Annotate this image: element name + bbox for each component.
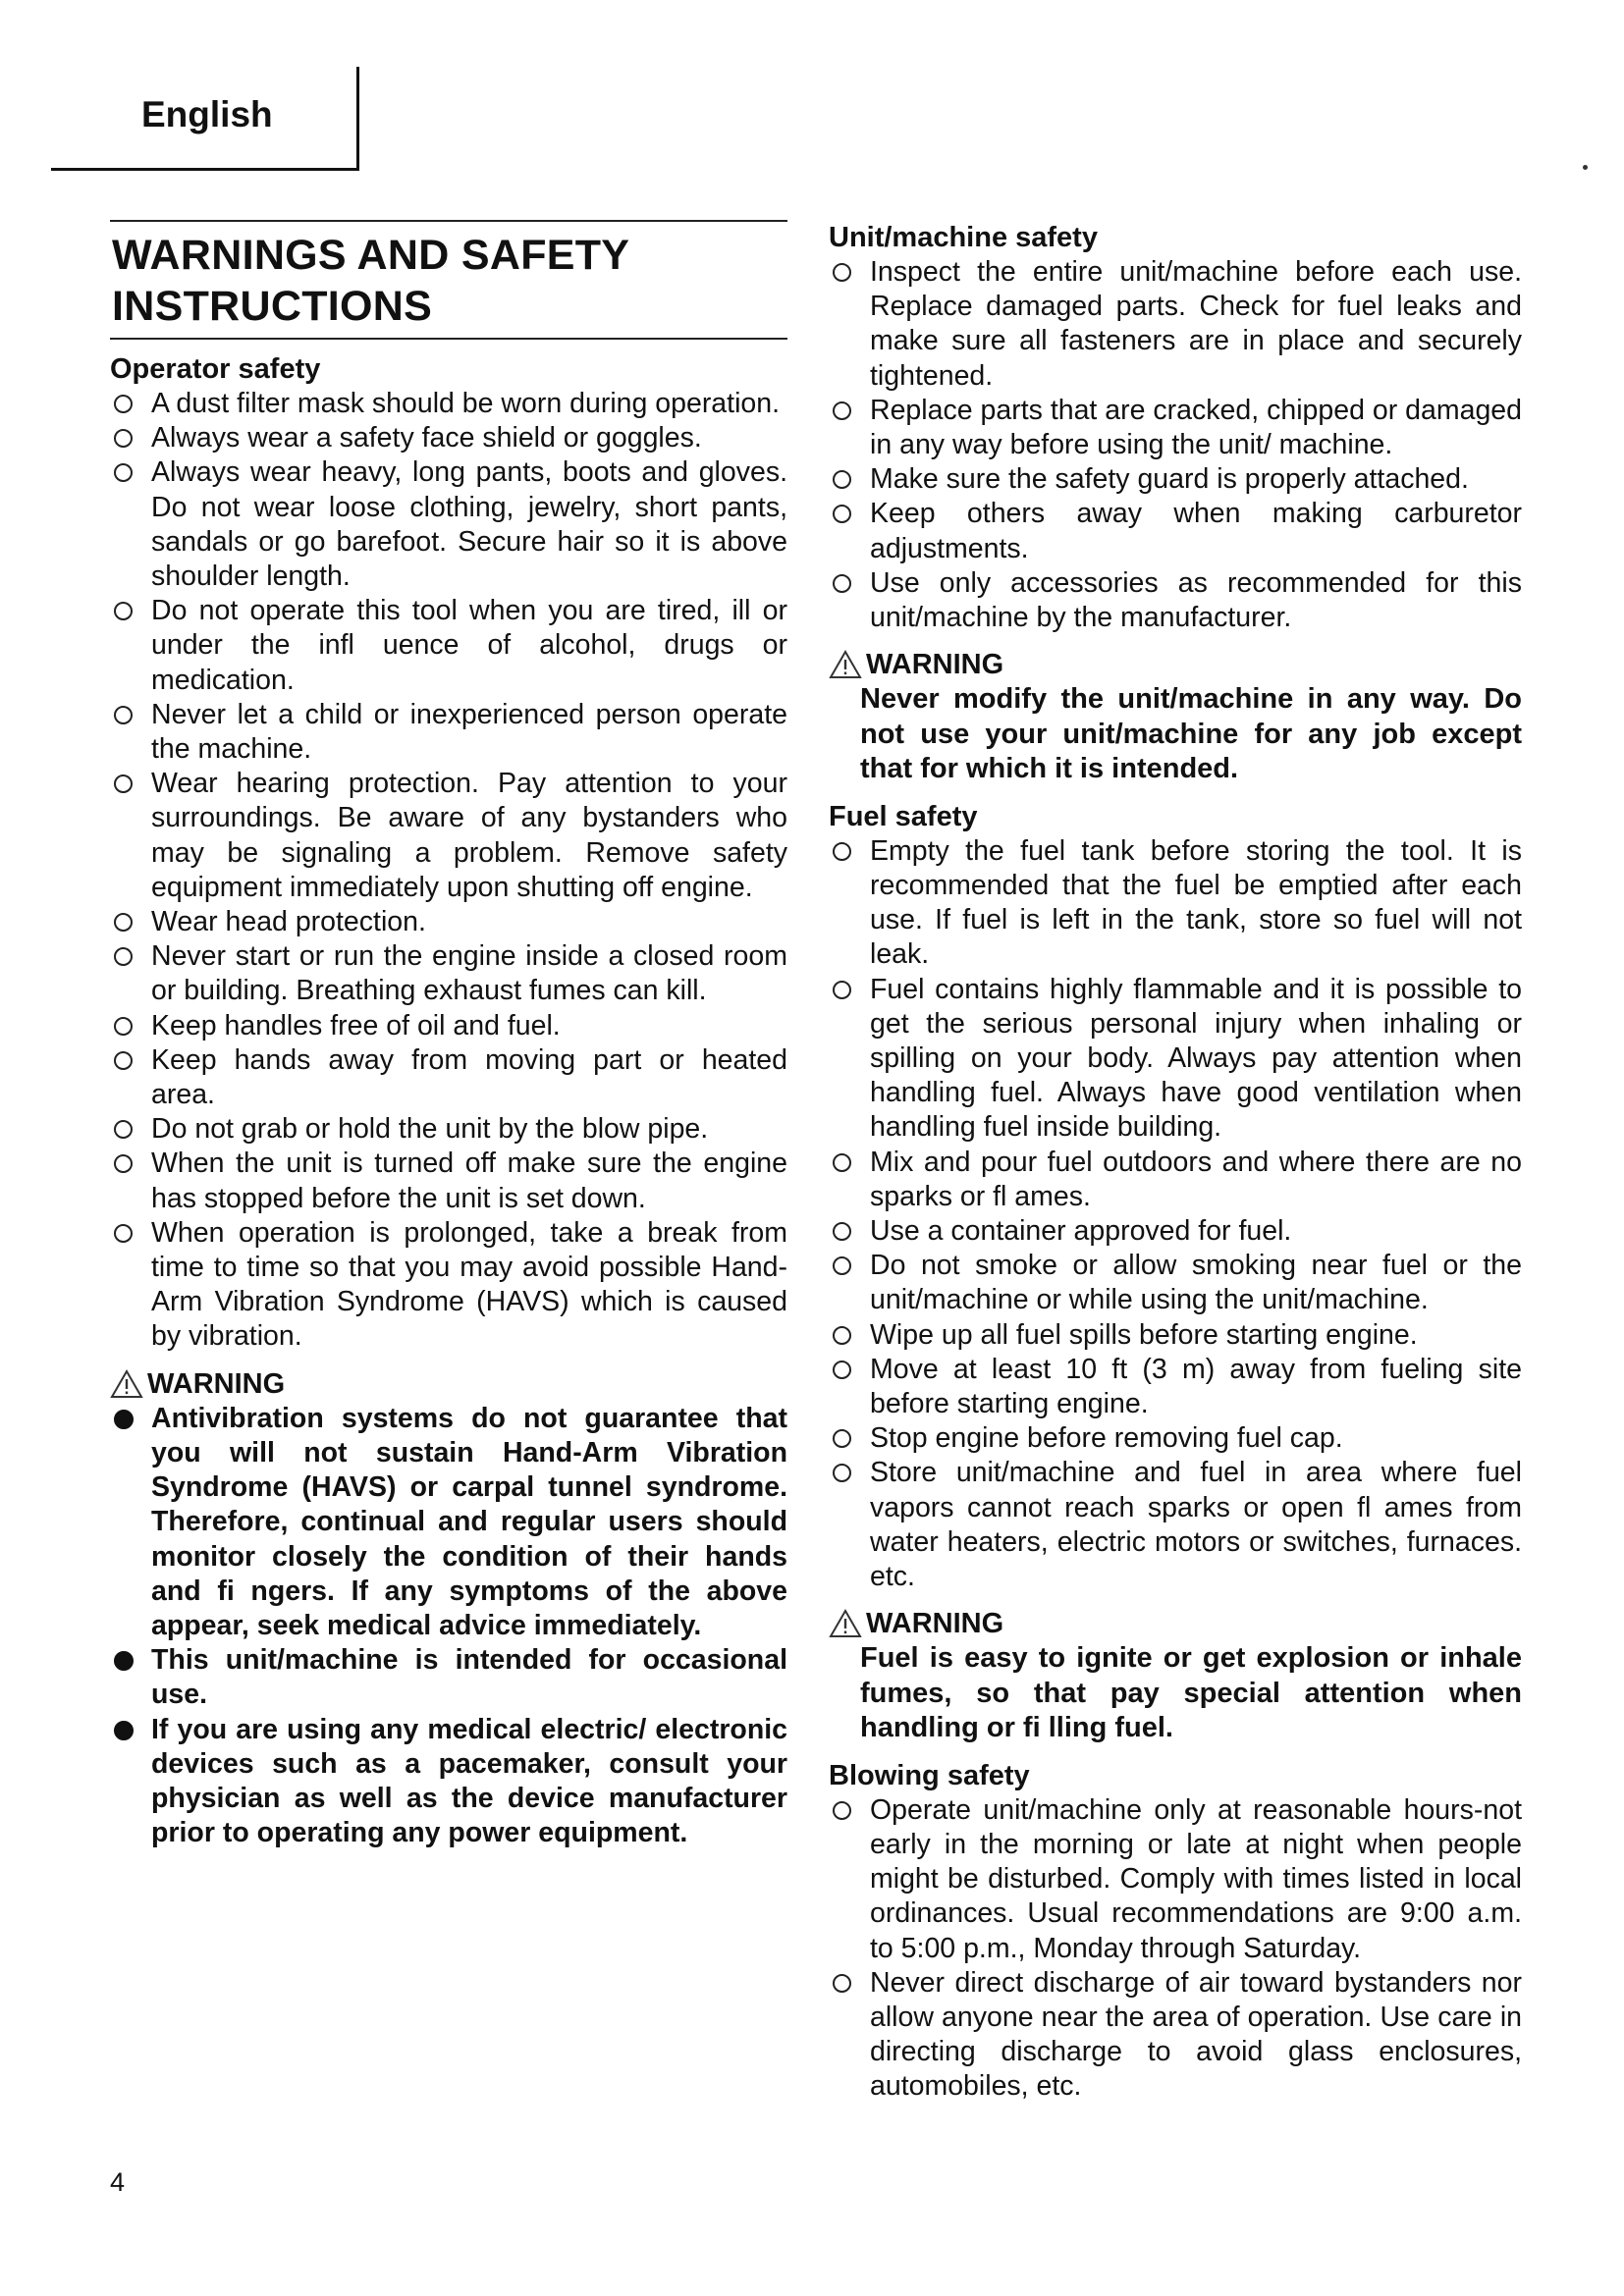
circle-bullet-icon [833, 263, 851, 282]
list-item: Never let a child or inexperienced person operate the machine. [110, 698, 787, 767]
circle-bullet-icon [114, 1120, 133, 1139]
blowing-safety-list [829, 1793, 1522, 2105]
list-item: Always wear heavy, long pants, boots and gloves. Do not wear loose clothing, jewelry, short pants, sandals or go barefoot. Secure hair so it is above shoulder length. [110, 455, 787, 594]
language-tab [51, 67, 359, 171]
filled-bullet-icon [114, 1721, 134, 1740]
list-item: When operation is prolonged, take a break from time to time so that you may avoid possible Hand-Arm Vibration Syndrome (HAVS) which is caused by vibration. [110, 1216, 787, 1355]
list-item: A dust filter mask should be worn during operation. [110, 387, 787, 421]
circle-bullet-icon [833, 981, 851, 999]
circle-bullet-icon [114, 947, 133, 966]
language-label: English [141, 94, 273, 134]
warning-triangle-icon [110, 1369, 143, 1399]
circle-bullet-icon [833, 470, 851, 489]
fuel-warning-text: Fuel is easy to ignite or get explosion or inhale fumes, so that pay special attention when handling or fi lling fuel. [860, 1642, 1522, 1744]
right-column [829, 220, 1522, 2105]
list-item: Antivibration systems do not guarantee that you will not sustain Hand-Arm Vibration Syndrome (HAVS) or carpal tunnel syndrome. Therefore, continual and regular users should monitor closely the condition of their hands and fi ngers. If any symptoms of the above appear, seek medical advice immediately. [110, 1402, 787, 1643]
circle-bullet-icon [833, 1361, 851, 1379]
list-item: Keep others away when making carburetor adjustments. [829, 497, 1522, 565]
fuel-safety-list [829, 834, 1522, 1594]
circle-bullet-icon [833, 1256, 851, 1275]
warning-triangle-icon [829, 1609, 862, 1638]
list-item: Mix and pour fuel outdoors and where there are no sparks or fl ames. [829, 1146, 1522, 1214]
list-item: Use only accessories as recommended for this unit/machine by the manufacturer. [829, 566, 1522, 635]
title-rule-top [110, 220, 787, 222]
stray-dot [1583, 165, 1588, 170]
title-rule-bottom [110, 338, 787, 340]
circle-bullet-icon [833, 1429, 851, 1448]
list-item: Empty the fuel tank before storing the tool. It is recommended that the fuel be emptied after each use. If fuel is left in the tank, store so fuel will not leak. [829, 834, 1522, 973]
list-item: Do not grab or hold the unit by the blow pipe. [110, 1112, 787, 1147]
list-item: Inspect the entire unit/machine before each use. Replace damaged parts. Check for fuel leaks and make sure all fasteners are in place and securely tightened. [829, 255, 1522, 394]
circle-bullet-icon [114, 429, 133, 448]
circle-bullet-icon [833, 1974, 851, 1993]
list-item: Do not operate this tool when you are tired, ill or under the infl uence of alcohol, drugs or medication. [110, 594, 787, 698]
unit-warning-text: Never modify the unit/machine in any way. Do not use your unit/machine for any job except that for which it is intended. [860, 683, 1522, 785]
list-item: Always wear a safety face shield or goggles. [110, 421, 787, 455]
list-item: When the unit is turned off make sure the engine has stopped before the unit is set down. [110, 1147, 787, 1215]
circle-bullet-icon [114, 1017, 133, 1036]
circle-bullet-icon [114, 1154, 133, 1173]
list-item: If you are using any medical electric/ electronic devices such as a pacemaker, consult your physician as well as the device manufacturer prior to operating any power equipment. [110, 1713, 787, 1851]
circle-bullet-icon [833, 842, 851, 861]
list-item: Wear head protection. [110, 905, 787, 939]
filled-bullet-icon [114, 1651, 134, 1671]
list-item: Keep hands away from moving part or heated area. [110, 1043, 787, 1112]
circle-bullet-icon [833, 1222, 851, 1241]
list-item: Use a container approved for fuel. [829, 1214, 1522, 1249]
circle-bullet-icon [833, 1464, 851, 1482]
circle-bullet-icon [833, 1801, 851, 1820]
unit-safety-heading: Unit/machine safety [829, 222, 1098, 253]
list-item: Wear hearing protection. Pay attention to your surroundings. Be aware of any bystanders who may be signaling a problem. Remove safety equipment immediately upon shutting off engine. [110, 767, 787, 905]
circle-bullet-icon [833, 401, 851, 420]
circle-bullet-icon [114, 774, 133, 793]
list-item: Never direct discharge of air toward bystanders nor allow anyone near the area of operation. Use care in directing discharge to avoid glass enclosures, automobiles, etc. [829, 1966, 1522, 2105]
circle-bullet-icon [114, 602, 133, 620]
page-number: 4 [110, 2167, 126, 2197]
circle-bullet-icon [114, 1051, 133, 1070]
circle-bullet-icon [114, 1224, 133, 1243]
circle-bullet-icon [833, 574, 851, 593]
fuel-safety-heading: Fuel safety [829, 800, 978, 832]
list-item: Make sure the safety guard is properly attached. [829, 462, 1522, 497]
vibration-warning-list [110, 1402, 787, 1851]
list-item: Stop engine before removing fuel cap. [829, 1421, 1522, 1456]
fuel-warning-heading: WARNING [829, 1606, 1522, 1641]
operator-safety-heading: Operator safety [110, 353, 321, 385]
circle-bullet-icon [114, 913, 133, 932]
list-item: Store unit/machine and fuel in area where fuel vapors cannot reach sparks or open fl ames from water heaters, electric motors or switches, furnaces. etc. [829, 1456, 1522, 1594]
unit-safety-list [829, 255, 1522, 635]
circle-bullet-icon [833, 1153, 851, 1172]
list-item: Never start or run the engine inside a closed room or building. Breathing exhaust fumes can kill. [110, 939, 787, 1008]
blowing-safety-heading: Blowing safety [829, 1759, 1030, 1791]
circle-bullet-icon [833, 1326, 851, 1345]
filled-bullet-icon [114, 1410, 134, 1429]
vibration-warning-heading: WARNING [110, 1366, 787, 1402]
circle-bullet-icon [114, 706, 133, 724]
page-title: WARNINGS AND SAFETY INSTRUCTIONS [112, 232, 629, 330]
warning-triangle-icon [829, 650, 862, 679]
circle-bullet-icon [114, 463, 133, 482]
list-item: Keep handles free of oil and fuel. [110, 1009, 787, 1043]
circle-bullet-icon [833, 505, 851, 523]
unit-warning-heading: WARNING [829, 647, 1522, 682]
list-item: Do not smoke or allow smoking near fuel or the unit/machine or while using the unit/machine. [829, 1249, 1522, 1317]
operator-safety-list [110, 387, 787, 1355]
left-column [110, 220, 787, 1850]
list-item: Replace parts that are cracked, chipped or damaged in any way before using the unit/ machine. [829, 394, 1522, 462]
list-item: Move at least 10 ft (3 m) away from fueling site before starting engine. [829, 1353, 1522, 1421]
list-item: Fuel contains highly flammable and it is possible to get the serious personal injury when inhaling or spilling on your body. Always pay attention when handling fuel. Always have good ventilation when handling fuel inside building. [829, 973, 1522, 1146]
circle-bullet-icon [114, 395, 133, 413]
list-item: Wipe up all fuel spills before starting engine. [829, 1318, 1522, 1353]
list-item: This unit/machine is intended for occasional use. [110, 1643, 787, 1712]
list-item: Operate unit/machine only at reasonable hours-not early in the morning or late at night when people might be disturbed. Comply with times listed in local ordinances. Usual recommendations are 9:00 a.m. to 5:00 p.m., Monday through Saturday. [829, 1793, 1522, 1966]
